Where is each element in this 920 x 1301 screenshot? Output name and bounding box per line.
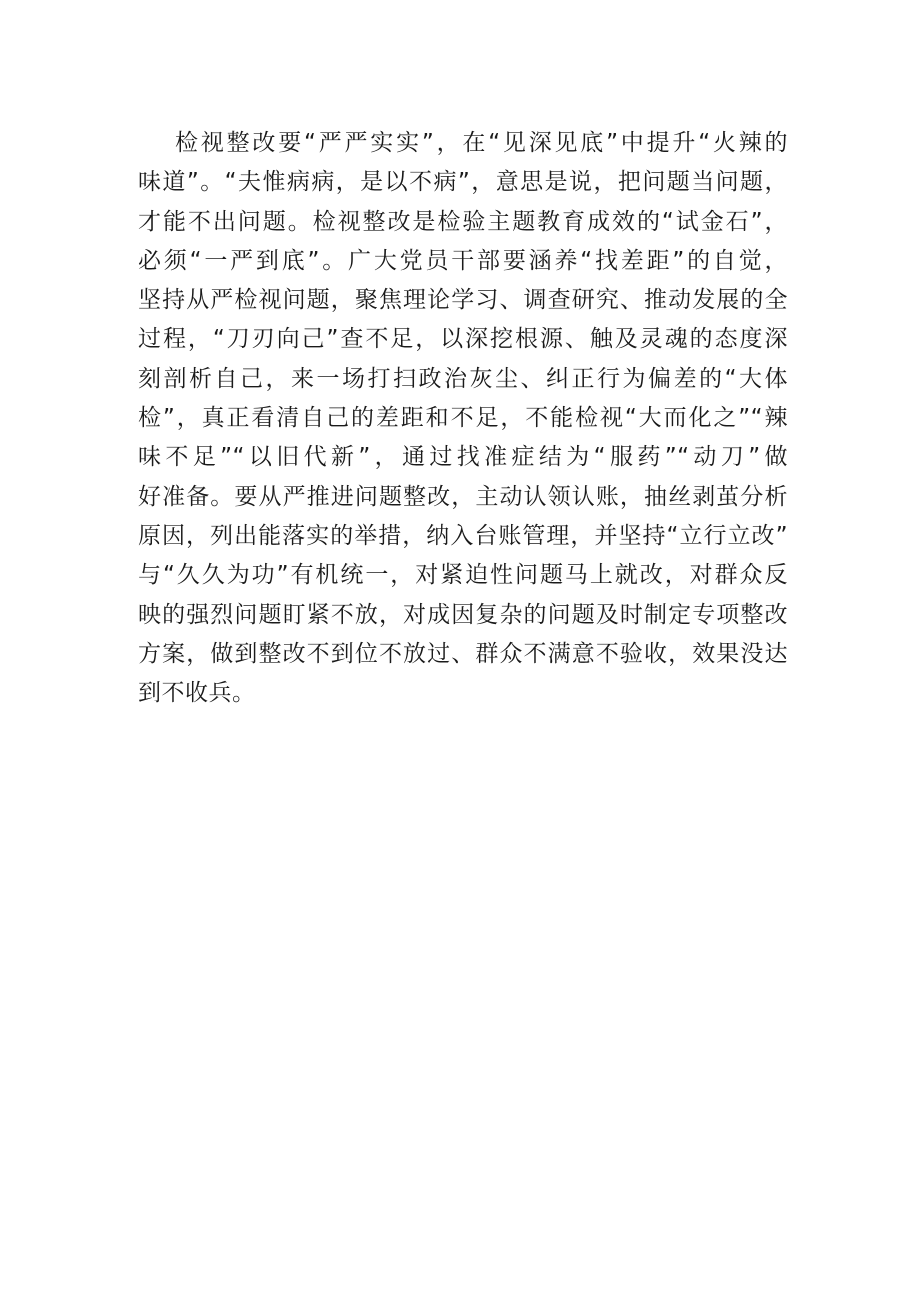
paragraph-line: 好准备。要从严推进问题整改，主动认领认账，抽丝剥茧分析 bbox=[138, 483, 788, 510]
paragraph-line: 味不足”“以旧代新”，通过找准症结为“服药”“动刀”做 bbox=[138, 444, 788, 471]
paragraph-line: 必须“一严到底”。广大党员干部要涵养“找差距”的自觉， bbox=[138, 247, 788, 274]
paragraph-line: 才能不出问题。检视整改是检验主题教育成效的“试金石”， bbox=[138, 208, 788, 235]
paragraph-line: 与“久久为功”有机统一，对紧迫性问题马上就改，对群众反 bbox=[138, 562, 788, 589]
paragraph-line: 刻剖析自己，来一场打扫政治灰尘、纠正行为偏差的“大体 bbox=[138, 365, 788, 392]
paragraph-line: 映的强烈问题盯紧不放，对成因复杂的问题及时制定专项整改 bbox=[138, 601, 788, 628]
paragraph-line: 检视整改要“严严实实”，在“见深见底”中提升“火辣的 bbox=[175, 130, 788, 156]
paragraph-line: 味道”。“夫惟病病，是以不病”，意思是说，把问题当问题， bbox=[138, 169, 788, 196]
paragraph-line: 过程，“刀刃向己”查不足，以深挖根源、触及灵魂的态度深 bbox=[138, 326, 788, 353]
paragraph-line: 原因，列出能落实的举措，纳入台账管理，并坚持“立行立改” bbox=[138, 522, 788, 549]
paragraph-line: 坚持从严检视问题，聚焦理论学习、调查研究、推动发展的全 bbox=[138, 287, 788, 314]
body-paragraph bbox=[138, 124, 788, 713]
paragraph-line: 到不收兵。 bbox=[138, 680, 256, 707]
paragraph-line: 检”，真正看清自己的差距和不足，不能检视“大而化之”“辣 bbox=[138, 405, 788, 432]
paragraph-line: 方案，做到整改不到位不放过、群众不满意不验收，效果没达 bbox=[138, 640, 788, 667]
